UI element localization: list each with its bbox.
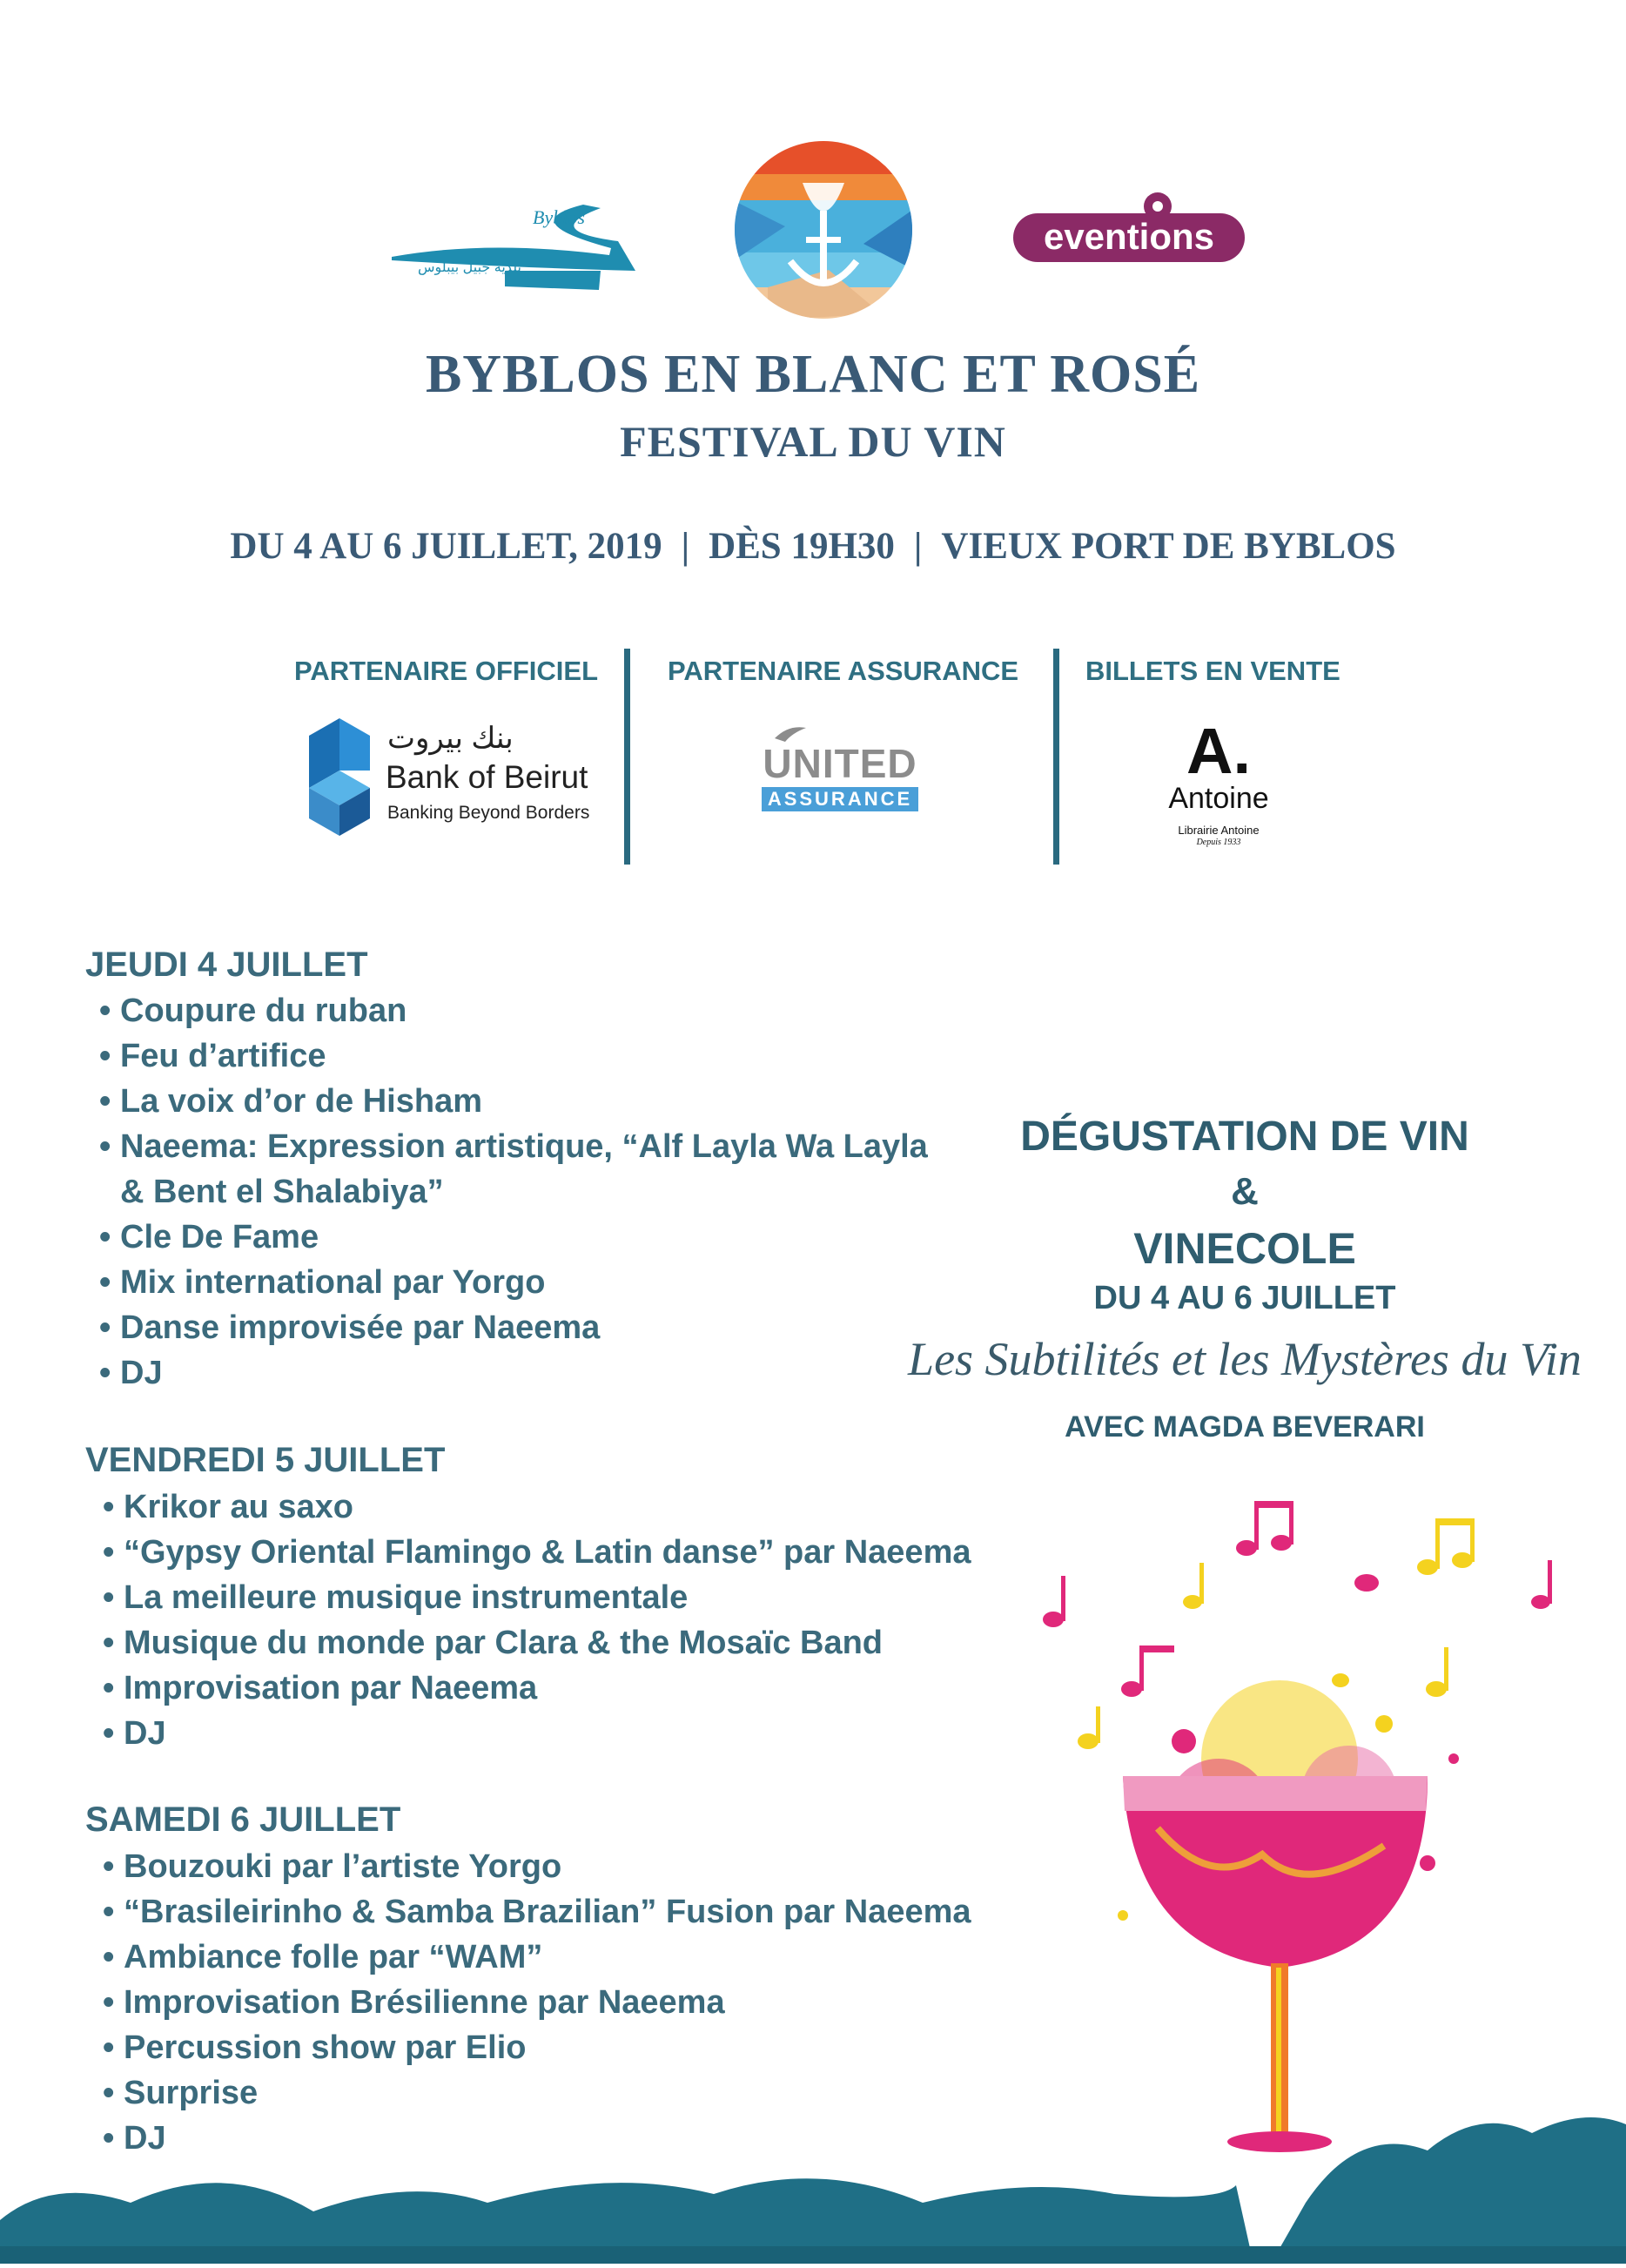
united-word: UNITED — [763, 741, 917, 786]
program-item: • Ambiance folle par “WAM” — [103, 1939, 543, 1975]
day-heading: SAMEDI 6 JUILLET — [85, 1800, 401, 1839]
antoine-since: Depuis 1933 — [1196, 838, 1241, 847]
program-item: • Improvisation Brésilienne par Naeema — [103, 1984, 725, 2021]
program-item: • La meilleure musique instrumentale — [103, 1579, 689, 1616]
tasting-host: AVEC MAGDA BEVERARI — [1065, 1410, 1425, 1444]
byblos-logo — [383, 187, 644, 309]
assurance-word: ASSURANCE — [762, 787, 918, 811]
tasting-title: DÉGUSTATION DE VIN — [1020, 1114, 1469, 1160]
program-item: • Naeema: Expression artistique, “Alf Layla Wa Layla — [99, 1128, 928, 1165]
antoine-name: Antoine — [1168, 782, 1269, 815]
byblos-arabic: بلدية جبيل بيبلوس — [418, 260, 521, 275]
program-item: • Coupure du ruban — [99, 993, 407, 1029]
program-item-continued: & Bent el Shalabiya” — [120, 1174, 444, 1210]
tasting-script-title: Les Subtilités et les Mystères du Vin — [908, 1333, 1582, 1385]
tasting-dates: DU 4 AU 6 JUILLET — [1093, 1280, 1396, 1316]
bank-arabic: بنك بيروت — [387, 722, 514, 755]
antoine-sub: Librairie Antoine — [1178, 824, 1260, 837]
anchor-emblem-icon — [733, 139, 914, 320]
program-item: • Feu d’artifice — [99, 1038, 326, 1074]
partner-label-insurance: PARTENAIRE ASSURANCE — [668, 656, 1019, 686]
festival-emblem — [733, 139, 914, 320]
event-location: VIEUX PORT DE BYBLOS — [941, 526, 1396, 567]
united-assurance-logo — [759, 723, 921, 818]
program-item: • Bouzouki par l’artiste Yorgo — [103, 1848, 562, 1885]
program-item: • “Brasileirinho & Samba Brazilian” Fusion par Naeema — [103, 1894, 971, 1930]
bank-of-beirut-logo — [300, 714, 596, 853]
festival-title: BYBLOS EN BLANC ET ROSÉ — [425, 345, 1201, 404]
partner-divider — [624, 649, 630, 865]
program-item: • Krikor au saxo — [103, 1489, 353, 1525]
program-item: • Percussion show par Elio — [103, 2029, 527, 2066]
antoine-mark: A. — [1186, 715, 1251, 787]
bottom-wave — [0, 2072, 1626, 2264]
wave-decoration-icon — [0, 2072, 1626, 2264]
vinecole-title: VINECOLE — [1133, 1224, 1356, 1273]
program-item: • DJ — [103, 1715, 166, 1752]
byblos-word: Byblos — [533, 206, 585, 228]
program-item: • Cle De Fame — [99, 1219, 319, 1255]
info-line — [0, 525, 1626, 568]
program-item: • DJ — [103, 2120, 166, 2157]
program-item: • Mix international par Yorgo — [99, 1264, 546, 1301]
tasting-ampersand: & — [1231, 1170, 1259, 1213]
byblos-logo-mark — [383, 187, 644, 309]
program-item: • Danse improvisée par Naeema — [99, 1309, 601, 1346]
program-item: • La voix d’or de Hisham — [99, 1083, 482, 1120]
day-heading: VENDREDI 5 JUILLET — [85, 1441, 446, 1479]
eventions-text: eventions — [1043, 216, 1215, 257]
festival-subtitle: FESTIVAL DU VIN — [620, 417, 1006, 466]
partner-label-tickets: BILLETS EN VENTE — [1085, 656, 1340, 686]
program-item: • “Gypsy Oriental Flamingo & Latin danse” par Naeema — [103, 1534, 971, 1571]
eventions-logo — [1011, 187, 1246, 266]
partner-label-official: PARTENAIRE OFFICIEL — [294, 656, 599, 686]
program-item: • Improvisation par Naeema — [103, 1670, 538, 1706]
program-item: • Musique du monde par Clara & the Mosaïc Band — [103, 1625, 884, 1661]
bank-tagline: Banking Beyond Borders — [387, 803, 590, 823]
program-item: • Surprise — [103, 2075, 259, 2111]
day-heading: JEUDI 4 JUILLET — [85, 946, 368, 984]
event-time: DÈS 19H30 — [709, 526, 895, 567]
separator: | — [913, 526, 923, 567]
separator: | — [681, 526, 690, 567]
event-dates: DU 4 AU 6 JUILLET, 2019 — [230, 526, 662, 567]
antoine-logo — [1123, 714, 1314, 853]
bank-of-beirut-icon — [300, 718, 379, 836]
program-item: • DJ — [99, 1355, 163, 1391]
partner-divider — [1053, 649, 1059, 865]
bank-name: Bank of Beirut — [386, 759, 588, 795]
